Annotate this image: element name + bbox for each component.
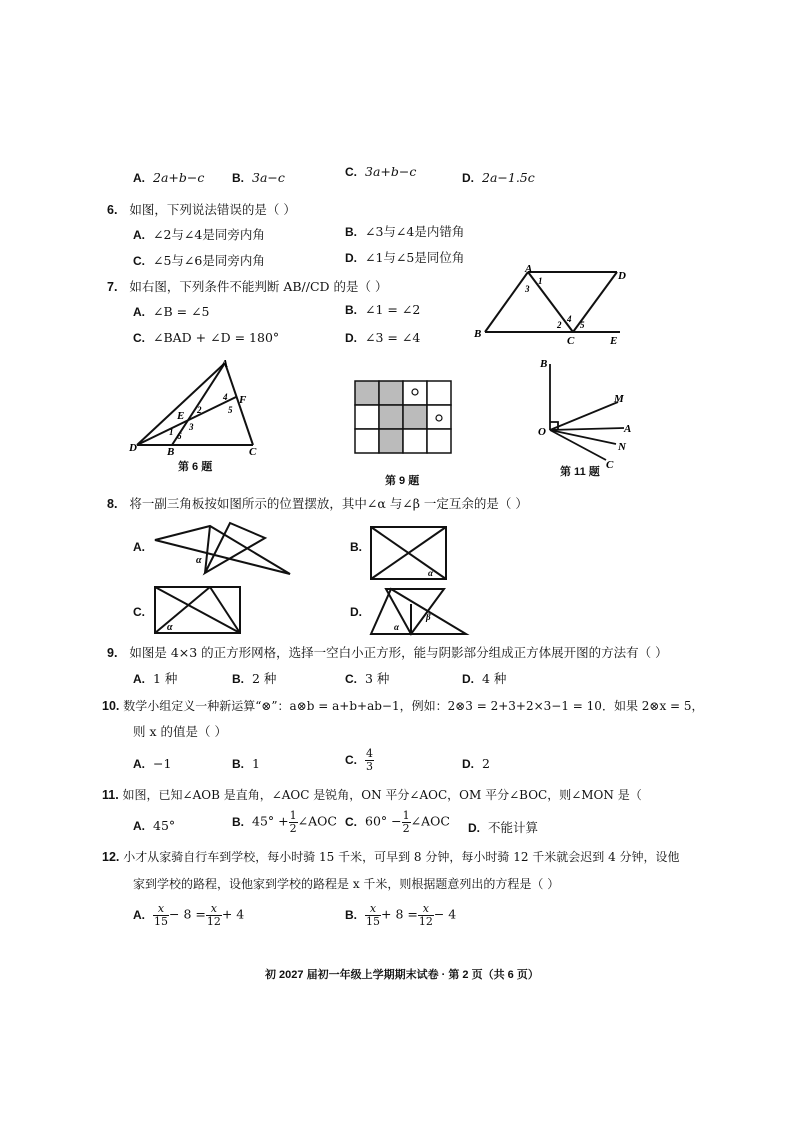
q5-option-d: D. 2a−1.5c <box>462 170 535 185</box>
q8-option-d-label: D. <box>350 605 362 619</box>
q8-option-b-label: B. <box>350 540 362 554</box>
q7-label-e: E <box>610 335 618 347</box>
q12-stem: 12. 小才从家骑自行车到学校，每小时骑 15 千米，可早到 8 分钟，每小时骑 12 千米就会迟到 4 分钟，设他 <box>102 850 680 864</box>
q6-label-d: D <box>129 442 137 454</box>
q7-label-c: C <box>567 335 575 347</box>
q6-angle-6: 6 <box>177 431 182 441</box>
q6-option-a: A. ∠2与∠4是同旁内角 <box>133 227 265 242</box>
q6-option-b: B. ∠3与∠4是内错角 <box>345 224 465 239</box>
q10-stem: 10. 数学小组定义一种新运算“⊗”：a⊗b = a+b+ab−1，例如：2⊗3 = 2+3+2×3−1 = 10．如果 2⊗x = 5， <box>102 699 704 713</box>
q10-option-c: C. $\frac{4}{3}$ <box>345 747 373 773</box>
q6-label-b: B <box>167 446 175 458</box>
q8a-alpha: α <box>196 555 202 566</box>
q6-angle-2: 2 <box>197 405 202 415</box>
q11-option-c: C. 60° − $\frac{1}{2}$ ∠AOC <box>345 809 450 835</box>
q9-option-d: D. 4 种 <box>462 671 507 686</box>
q6-angle-5: 5 <box>228 405 233 415</box>
q8d-alpha: α <box>394 622 399 632</box>
q9-stem: 9. 如图是 4×3 的正方形网格，选择一空白小正方形，能与阴影部分组成正方体展开图的方法有（ ） <box>107 645 668 660</box>
q11-label-n: N <box>618 441 626 453</box>
q6-figure-caption: 第 6 题 <box>178 461 213 473</box>
q5-option-b: B. 3a−c <box>232 170 285 185</box>
q7-angle-1: 1 <box>538 276 543 286</box>
q12-option-b: B. $\frac{x}{15}$ + 8 = $\frac{x}{12}$ − 4 <box>345 902 457 928</box>
q6-label-c: C <box>249 446 257 458</box>
q11-label-b: B <box>540 358 548 370</box>
q7-label-d: D <box>618 270 626 282</box>
q7-stem: 7. 如右图，下列条件不能判断 AB//CD 的是（ ） <box>107 279 388 294</box>
q6-figure <box>125 355 265 460</box>
q8-stem: 8. 将一副三角板按如图所示的位置摆放，其中∠α 与∠β 一定互余的是（ ） <box>107 496 528 511</box>
q10-stem-2: 则 x 的值是（ ） <box>133 724 227 739</box>
q11-stem: 11. 如图，已知∠AOB 是直角，∠AOC 是锐角，ON 平分∠AOC，OM 平分∠BOC，则∠MON 是（ <box>102 788 642 802</box>
q11-option-d: D. 不能计算 <box>468 820 539 835</box>
q7-option-b: B. ∠1 = ∠2 <box>345 302 421 317</box>
q11-figure <box>532 352 642 472</box>
q8c-alpha: α <box>167 622 173 633</box>
q6-stem: 6. 如图，下列说法错误的是（ ） <box>107 202 296 217</box>
q6-label-f: F <box>239 394 247 406</box>
q7-option-d: D. ∠3 = ∠4 <box>345 330 421 345</box>
q9-option-b: B. 2 种 <box>232 671 277 686</box>
q11-option-a: A. 45° <box>133 818 176 833</box>
q11-label-a: A <box>624 423 632 435</box>
q7-label-b: B <box>474 328 482 340</box>
q9-option-c: C. 3 种 <box>345 671 390 686</box>
q7-option-c: C. ∠BAD + ∠D = 180° <box>133 330 280 345</box>
q12-stem-2: 家到学校的路程，设他家到学校的路程是 x 千米，则根据题意列出的方程是（ ） <box>133 877 560 891</box>
q11-label-m: M <box>614 393 624 405</box>
q6-angle-1: 1 <box>169 427 174 437</box>
page-footer: 初 2027 届初一年级上学期期末试卷 · 第 2 页（共 6 页） <box>265 969 539 981</box>
q7-angle-4: 4 <box>567 314 572 324</box>
q5-option-a: A. 2a+b−c <box>133 170 205 185</box>
q9-figure-caption: 第 9 题 <box>385 475 420 487</box>
q12-option-a: A. $\frac{x}{15}$ − 8 = $\frac{x}{12}$ + 4 <box>133 902 245 928</box>
q11-label-c: C <box>606 459 614 471</box>
q8-figure-a <box>150 518 295 580</box>
q8-option-c-label: C. <box>133 605 145 619</box>
q6-option-d: D. ∠1与∠5是同位角 <box>345 250 465 265</box>
q6-label-a: A <box>221 358 229 370</box>
q8b-alpha: α <box>428 568 433 578</box>
q8-option-a-label: A. <box>133 540 145 554</box>
q7-angle-2: 2 <box>557 320 562 330</box>
q8-figure-c <box>150 582 250 638</box>
q11-option-b: B. 45° + $\frac{1}{2}$ ∠AOC <box>232 809 337 835</box>
q7-angle-3: 3 <box>525 284 530 294</box>
q8-figure-b <box>366 522 456 582</box>
q11-label-o: O <box>538 426 546 438</box>
q7-label-a: A <box>525 263 533 275</box>
q6-angle-4: 4 <box>223 392 228 402</box>
q9-figure <box>350 378 460 458</box>
q8-figure-d <box>366 584 476 640</box>
q8d-beta: β <box>426 612 431 622</box>
q6-option-c: C. ∠5与∠6是同旁内角 <box>133 253 265 268</box>
q7-option-a: A. ∠B = ∠5 <box>133 304 210 319</box>
q10-option-d: D. 2 <box>462 756 490 771</box>
q6-angle-3: 3 <box>189 422 194 432</box>
q11-figure-caption: 第 11 题 <box>560 466 600 478</box>
q7-angle-5: 5 <box>580 320 585 330</box>
q10-option-a: A. −1 <box>133 756 172 771</box>
q10-option-b: B. 1 <box>232 756 260 771</box>
q9-option-a: A. 1 种 <box>133 671 178 686</box>
q5-option-c: C. 3a+b−c <box>345 164 417 179</box>
q6-label-e: E <box>177 410 185 422</box>
q7-figure <box>470 262 630 348</box>
